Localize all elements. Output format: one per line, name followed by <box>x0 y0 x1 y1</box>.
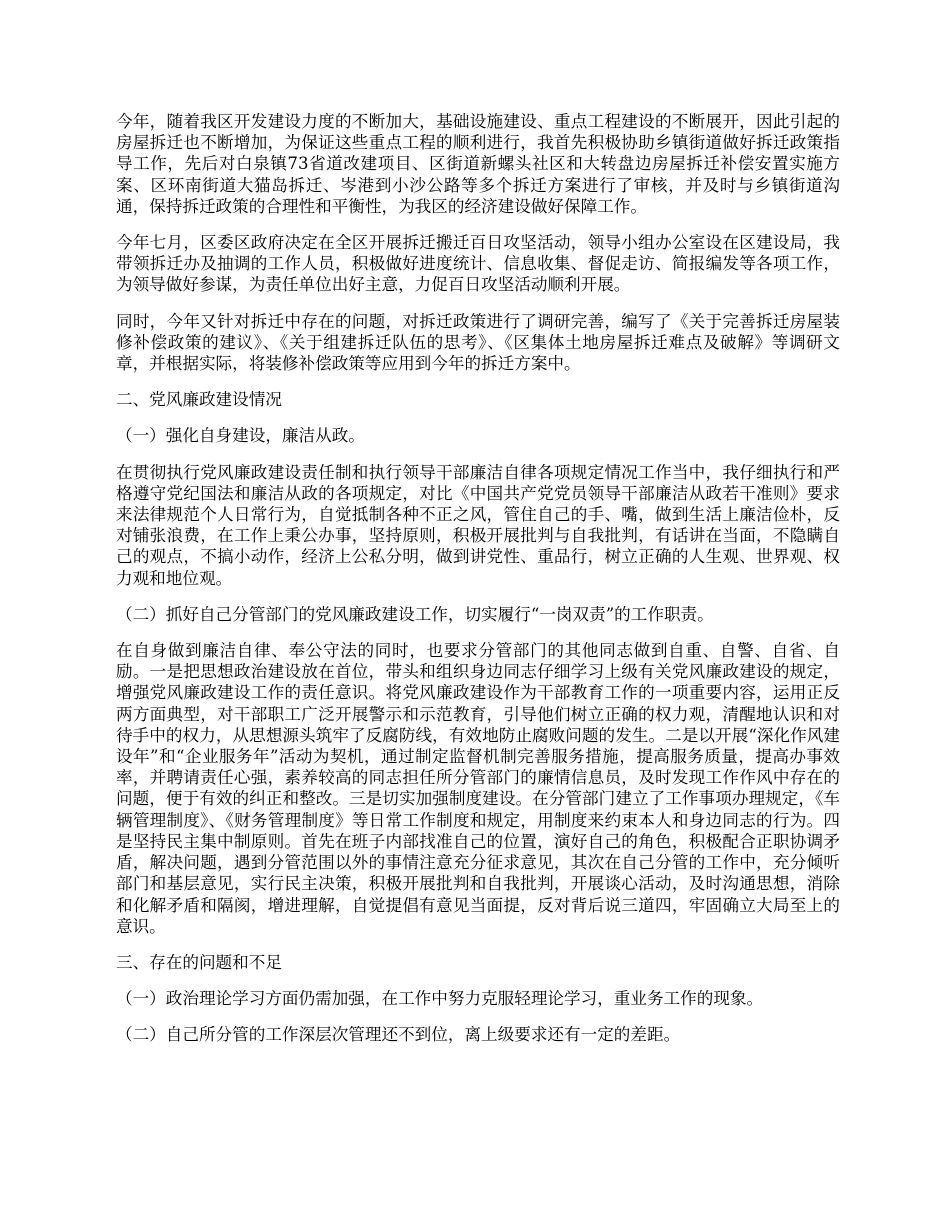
paragraph-demolition-work: 今年，随着我区开发建设力度的不断加大，基础设施建设、重点工程建设的不断展开，因此引起的房屋拆迁也不断增加，为保证这些重点工程的顺利进行，我首先积极协助乡镇街道做好拆迁政策指导工作，先后对白泉镇73省道改建项目、区街道新螺头社区和大转盘边房屋拆迁补偿安置实施方案、区环南街道大猫岛拆迁、岑港到小沙公路等多个拆迁方案进行了审核，并及时与乡镇街道沟通，保持拆迁政策的合理性和平衡性，为我区的经济建设做好保障工作。 <box>116 112 840 216</box>
section-heading-party-integrity: 二、党风廉政建设情况 <box>116 390 282 410</box>
paragraph-department-measures: 在自身做到廉洁自律、奉公守法的同时，也要求分管部门的其他同志做到自重、自警、自省、自励。一是把思想政治建设放在首位，带头和组织身边同志仔细学习上级有关党风廉政建设的规定，增强党风廉政建设工作的责任意识。将党风廉政建设作为干部教育工作的一项重要内容，运用正反两方面典型，对干部职工广泛开展警示和示范教育，引导他们树立正确的权力观，清醒地认识和对待手中的权力，从思想源头筑牢了反腐防线，有效地防止腐败问题的发生。二是以开展“深化作风建设年”和“企业服务年”活动为契机，通过制定监督机制完善服务措施，提高服务质量，提高办事效率，并聘请责任心强，素养较高的同志担任所分管部门的廉情信息员，及时发现工作作风中存在的问题，便于有效的纠正和整改。三是切实加强制度建设。在分管部门建立了工作事项办理规定，《车辆管理制度》、《财务管理制度》等日常工作制度和规定，用制度来约束本人和身边同志的行为。四是坚持民主集中制原则。首先在班子内部找准自己的位置，演好自己的角色，积极配合正职协调矛盾，解决问题，遇到分管范围以外的事情注意充分征求意见，其次在自己分管的工作中，充分倾听部门和基层意见，实行民主决策，积极开展批判和自我批判，开展谈心活动，及时沟通思想，消除和化解矛盾和隔阂，增进理解，自觉提倡有意见当面提，反对背后说三道四，牢固确立大局至上的意识。 <box>116 641 840 936</box>
paragraph-hundred-day-campaign: 今年七月，区委区政府决定在全区开展拆迁搬迁百日攻坚活动，领导小组办公室设在区建设局，我带领拆迁办及抽调的工作人员，积极做好进度统计、信息收集、督促走访、简报编发等各项工作，为领导做好参谋，为责任单位出好主意，力促百日攻坚活动顺利开展。 <box>116 233 840 295</box>
subheading-department-responsibility: （二）抓好自己分管部门的党风廉政建设工作，切实履行“一岗双责”的工作职责。 <box>116 604 714 624</box>
paragraph-policy-research: 同时，今年又针对拆迁中存在的问题，对拆迁政策进行了调研完善，编写了《关于完善拆迁房屋装修补偿政策的建议》、《关于组建拆迁队伍的思考》、《区集体土地房屋拆迁难点及破解》等调研文章，并根据实际，将装修补偿政策等应用到今年的拆迁方案中。 <box>116 311 840 374</box>
section-heading-problems: 三、存在的问题和不足 <box>116 952 282 972</box>
paragraph-self-discipline: 在贯彻执行党风廉政建设责任制和执行领导干部廉洁自律各项规定情况工作当中，我仔细执行和严格遵守党纪国法和廉洁从政的各项规定，对比《中国共产党党员领导干部廉洁从政若干准则》要求来法律规范个人日常行为，自觉抵制各种不正之风，管住自己的手、嘴，做到生活上廉洁俭朴，反对铺张浪费，在工作上秉公办事，坚持原则，积极开展批判与自我批判，有话讲在当面，不隐瞒自己的观点，不搞小动作，经济上公私分明，做到讲党性、重品行，树立正确的人生观、世界观、权力观和地位观。 <box>116 462 840 588</box>
problem-item-theory-study: （一）政治理论学习方面仍需加强，在工作中努力克服轻理论学习，重业务工作的现象。 <box>116 989 764 1009</box>
document-body <box>116 111 840 1061</box>
subheading-self-construction: （一）强化自身建设，廉洁从政。 <box>116 426 365 446</box>
problem-item-management-depth: （二）自己所分管的工作深层次管理还不到位，离上级要求还有一定的差距。 <box>116 1025 681 1045</box>
